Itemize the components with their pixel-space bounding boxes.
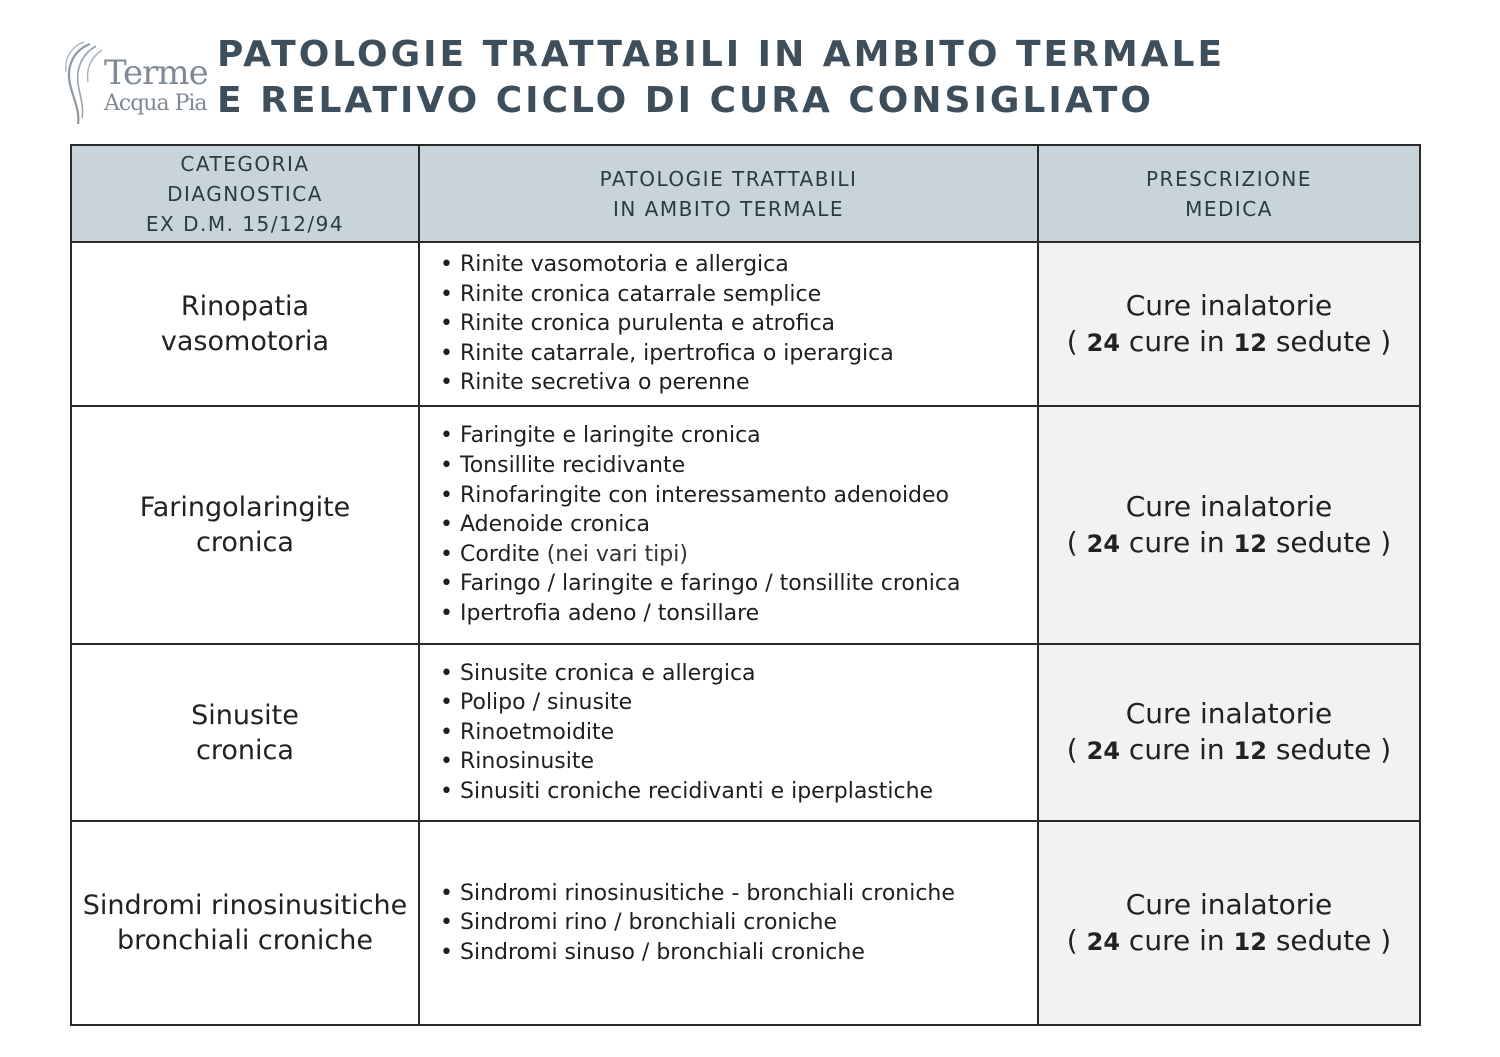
sessions-count: 12	[1233, 737, 1267, 765]
row-category	[72, 407, 420, 645]
pathologies-table	[70, 144, 1421, 1026]
header-pathologies	[420, 146, 1039, 243]
sessions-count: 12	[1233, 529, 1267, 558]
category-line: Sinusite	[191, 699, 299, 731]
pathology-item: • Rinite secretiva o perenne	[440, 368, 894, 398]
pathology-item: • Rinite catarrale, ipertrofica o iperargica	[440, 339, 894, 369]
header-prescription-line: PRESCRIZIONE	[1146, 166, 1312, 191]
row-pathologies	[420, 822, 1039, 1024]
header-prescription-line: MEDICA	[1185, 196, 1273, 221]
pathology-item: • Sindromi rinosinusitiche - bronchiali croniche	[440, 879, 955, 909]
pathology-note: (nei vari tipi)	[546, 541, 688, 567]
header-prescription	[1039, 146, 1419, 243]
logo-wordmark-terme: Terme	[104, 53, 208, 93]
row-prescription	[1039, 407, 1419, 645]
pathology-item: • Polipo / sinusite	[440, 688, 933, 718]
pathology-item: • Rinosinusite	[440, 747, 933, 777]
cures-count: 24	[1086, 737, 1121, 765]
pathology-item: • Rinite vasomotoria e allergica	[440, 250, 894, 280]
prescription-type: Cure inalatorie	[1125, 887, 1333, 921]
category-line: Rinopatia	[180, 291, 310, 322]
sessions-count: 12	[1233, 328, 1267, 357]
prescription-type: Cure inalatorie	[1125, 288, 1333, 322]
prescription-dose: ( 24 cure in 12 sedute )	[1066, 324, 1392, 358]
brand-logo	[64, 40, 214, 130]
category-line: Faringolaringite	[139, 492, 351, 523]
category-line: Sindromi rinosinusitiche	[82, 890, 408, 921]
pathology-item: • Rinite cronica purulenta e atrofica	[440, 309, 894, 339]
header-category-line: DIAGNOSTICA	[167, 181, 323, 206]
header-category-line: EX D.M. 15/12/94	[145, 211, 345, 236]
pathology-item: • Sinusiti croniche recidivanti e iperplastiche	[440, 777, 933, 807]
page-title	[217, 32, 1225, 124]
row-category	[72, 645, 420, 822]
pathology-item: • Ipertrofia adeno / tonsillare	[440, 599, 961, 629]
sessions-count: 12	[1233, 927, 1267, 956]
row-prescription	[1039, 645, 1419, 822]
logo-wordmark-acqua-pia: Acqua Pia	[104, 91, 207, 116]
pathology-list	[420, 659, 933, 807]
pathology-list	[420, 250, 894, 398]
pathology-item: • Rinite cronica catarrale semplice	[440, 280, 894, 310]
pathology-list	[420, 421, 961, 628]
prescription-type: Cure inalatorie	[1125, 489, 1333, 523]
header-category	[72, 146, 420, 243]
row-pathologies	[420, 645, 1039, 822]
row-pathologies	[420, 407, 1039, 645]
title-line-1: PATOLOGIE TRATTABILI IN AMBITO TERMALE	[217, 34, 1226, 75]
pathology-item: • Faringite e laringite cronica	[440, 421, 961, 451]
pathology-item: • Rinofaringite con interessamento adenoideo	[440, 481, 961, 511]
pathology-item-text: Cordite	[460, 541, 540, 567]
header-pathologies-line: PATOLOGIE TRATTABILI	[599, 166, 858, 191]
row-category	[72, 243, 420, 407]
title-line-2: E RELATIVO CICLO DI CURA CONSIGLIATO	[217, 80, 1154, 121]
prescription-dose: ( 24 cure in 12 sedute )	[1066, 923, 1392, 957]
prescription-dose: ( 24 cure in 12 sedute )	[1066, 525, 1392, 559]
row-prescription	[1039, 822, 1419, 1024]
cures-count: 24	[1086, 927, 1121, 956]
row-category	[72, 822, 420, 1024]
pathology-item: • Rinoetmoidite	[440, 718, 933, 748]
category-line: cronica	[196, 527, 294, 558]
pathology-list	[420, 879, 955, 968]
pathology-item: • Adenoide cronica	[440, 510, 961, 540]
category-line: bronchiali croniche	[117, 925, 373, 956]
row-prescription	[1039, 243, 1419, 407]
pathology-item: • Sinusite cronica e allergica	[440, 659, 933, 689]
category-line: vasomotoria	[160, 326, 330, 357]
prescription-dose: ( 24 cure in 12 sedute )	[1066, 733, 1392, 766]
pathology-item: • Tonsillite recidivante	[440, 451, 961, 481]
pathology-item: • Sindromi sinuso / bronchiali croniche	[440, 938, 955, 968]
pathology-item	[440, 540, 961, 570]
cures-count: 24	[1086, 328, 1121, 357]
row-pathologies	[420, 243, 1039, 407]
category-line: cronica	[196, 734, 294, 766]
pathology-item: • Faringo / laringite e faringo / tonsillite cronica	[440, 569, 961, 599]
swirl-logo-icon	[64, 40, 108, 128]
pathology-item: • Sindromi rino / bronchiali croniche	[440, 908, 955, 938]
header-category-line: CATEGORIA	[180, 151, 310, 176]
cures-count: 24	[1086, 529, 1121, 558]
prescription-type: Cure inalatorie	[1125, 697, 1333, 730]
header-pathologies-line: IN AMBITO TERMALE	[612, 196, 845, 221]
